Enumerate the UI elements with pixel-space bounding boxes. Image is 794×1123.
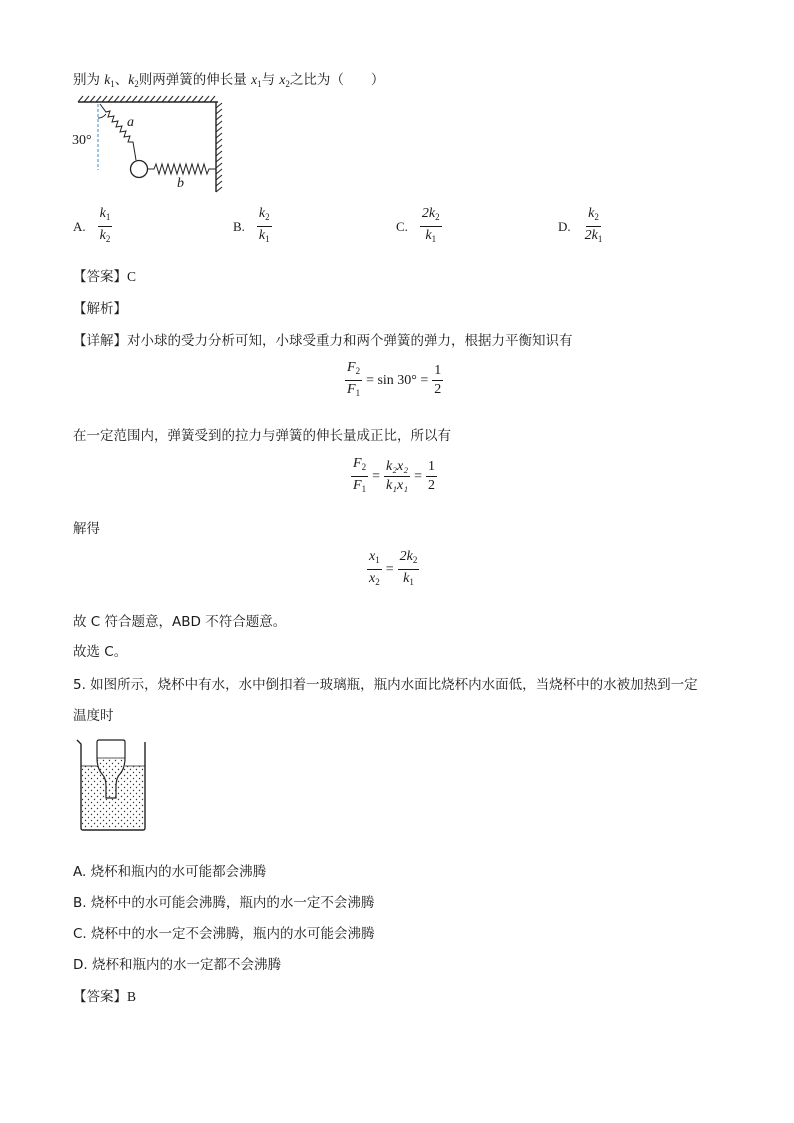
- eq2-equals: =: [372, 468, 380, 484]
- eq2-a-num-sub: 2: [361, 462, 367, 472]
- stem-and: 与: [261, 72, 280, 88]
- x1-sub: 1: [257, 79, 262, 89]
- answer-value: C: [127, 269, 137, 284]
- fraction-den: k: [425, 228, 432, 243]
- eq1-lhs-den-sub: 1: [355, 388, 361, 398]
- equation-3: [367, 549, 419, 590]
- eq2-c-den: 2: [428, 478, 436, 493]
- q5-stem-line-1: 5. 如图所示，烧杯中有水，水中倒扣着一玻璃瓶，瓶内水面比烧杯内水面低，当烧杯中的水被加热到一定: [73, 677, 698, 693]
- eq2-a-num: F: [353, 456, 362, 471]
- eq3-a: [367, 549, 382, 590]
- eq3-equals: =: [385, 561, 394, 577]
- eq2-a-den: F: [353, 478, 362, 493]
- answer-tag: 【答案】: [73, 989, 127, 1005]
- stem-text: 别为: [73, 72, 105, 88]
- stem-text-post: 之比为（ ）: [289, 72, 385, 88]
- eq3-b-num: 2k: [399, 549, 413, 564]
- eq1-lhs-den: F: [347, 382, 356, 397]
- fraction-den: 2k: [584, 228, 598, 243]
- eq2-a-den-sub: 1: [361, 484, 367, 494]
- k2-sub: 2: [134, 79, 139, 89]
- option-fraction: [583, 206, 605, 247]
- eq2-b: [384, 459, 410, 494]
- eq1-rhs: [432, 363, 443, 398]
- option-fraction: [98, 206, 113, 247]
- angle-arc: [98, 114, 106, 118]
- x1-symbol: x: [251, 72, 258, 87]
- eq3-a-den: x: [369, 571, 376, 586]
- spring-a: [100, 104, 136, 160]
- detail-tag: 【详解】: [73, 333, 127, 349]
- spring-b: [148, 164, 216, 174]
- equation-2: [351, 456, 437, 497]
- q4-conclusion-2: 故选 C。: [73, 644, 128, 660]
- fraction-num-sub: 2: [594, 212, 599, 222]
- q4-analysis-tag: 【解析】: [73, 301, 127, 317]
- option-letter: B.: [233, 218, 245, 234]
- option-b[interactable]: [233, 206, 272, 247]
- k1-symbol: k: [104, 72, 111, 87]
- q4-detail: [73, 329, 573, 349]
- option-c[interactable]: [396, 206, 442, 247]
- eq3-b: [398, 549, 420, 590]
- option-d[interactable]: [558, 206, 604, 247]
- option-fraction: [420, 206, 442, 247]
- fraction-den: k: [99, 228, 106, 243]
- ball: [131, 161, 148, 178]
- equation-1: [345, 360, 443, 401]
- eq2-b-num: k₂x₂: [384, 459, 410, 477]
- fraction-num: k: [99, 206, 106, 221]
- q4-conclusion-1: 故 C 符合题意，ABD 不符合题意。: [73, 614, 287, 630]
- option-a[interactable]: [73, 206, 112, 247]
- eq1-lhs-num-sub: 2: [355, 366, 361, 376]
- fraction-den-sub: 1: [265, 234, 270, 244]
- option-letter: D.: [558, 218, 571, 234]
- fraction-den-sub: 1: [431, 234, 437, 244]
- option-letter: C.: [396, 218, 408, 234]
- answer-tag: 【答案】: [73, 269, 127, 285]
- option-letter: A.: [73, 218, 86, 234]
- spring-a-label: a: [127, 115, 134, 130]
- eq1-lhs: [345, 360, 362, 401]
- fraction-den-sub: 2: [105, 234, 111, 244]
- fraction-den: k: [258, 228, 266, 243]
- stem-text-mid: 则两弹簧的伸长量: [138, 72, 252, 88]
- fraction-num-sub: 2: [265, 212, 270, 222]
- spring-b-label: b: [177, 176, 184, 191]
- eq2-b-den: k₁x₁: [385, 478, 409, 493]
- x2-symbol: x: [279, 72, 286, 87]
- eq3-a-den-sub: 2: [375, 577, 380, 587]
- eq3-b-num-sub: 2: [412, 555, 418, 565]
- fraction-num-sub: 2: [435, 212, 440, 222]
- q4-answer: [73, 265, 136, 285]
- eq3-a-num: x: [369, 549, 376, 564]
- eq2-c-num: 1: [426, 459, 437, 477]
- option-fraction: [257, 206, 272, 247]
- beaker-figure: [75, 738, 151, 834]
- q5-option-c[interactable]: C. 烧杯中的水一定不会沸腾，瓶内的水可能会沸腾: [73, 926, 375, 942]
- eq2-equals: =: [414, 468, 423, 484]
- answer-value: B: [127, 989, 137, 1004]
- eq3-b-den: k: [403, 571, 410, 586]
- eq1-mid: = sin 30° =: [366, 372, 429, 388]
- eq1-rhs-den: 2: [434, 382, 442, 397]
- wall-hatch: [216, 103, 222, 192]
- q5-answer: [73, 985, 136, 1005]
- fraction-num: 2k: [421, 206, 436, 221]
- k1-sub: 1: [110, 79, 115, 89]
- spring-figure: [70, 94, 230, 196]
- ceiling-hatch: [78, 96, 215, 102]
- detail-text: 对小球的受力分析可知，小球受重力和两个弹簧的弹力，根据力平衡知识有: [127, 333, 573, 349]
- fraction-num: k: [258, 206, 266, 221]
- fraction-num: k: [588, 206, 595, 221]
- q5-option-d[interactable]: D. 烧杯和瓶内的水一定都不会沸腾: [73, 957, 281, 973]
- fraction-den-sub: 1: [597, 234, 603, 244]
- eq3-a-num-sub: 1: [375, 555, 380, 565]
- eq1-rhs-num: 1: [432, 363, 443, 381]
- q5-stem-line-2: 温度时: [73, 708, 114, 724]
- eq1-lhs-num: F: [347, 360, 356, 375]
- x2-sub: 2: [285, 79, 290, 89]
- q5-option-a[interactable]: A. 烧杯和瓶内的水可能都会沸腾: [73, 864, 267, 880]
- q4-stem: [73, 68, 384, 89]
- angle-label: 30°: [72, 133, 92, 148]
- eq3-b-den-sub: 1: [409, 577, 414, 587]
- q4-text-3: 解得: [73, 521, 100, 537]
- stem-sep: 、: [114, 72, 129, 88]
- eq2-a: [351, 456, 368, 497]
- fraction-num-sub: 1: [105, 212, 111, 222]
- eq2-c: [426, 459, 437, 494]
- k2-symbol: k: [128, 72, 135, 87]
- q4-text-2: 在一定范围内，弹簧受到的拉力与弹簧的伸长量成正比，所以有: [73, 428, 451, 444]
- q5-option-b[interactable]: B. 烧杯中的水可能会沸腾，瓶内的水一定不会沸腾: [73, 895, 375, 911]
